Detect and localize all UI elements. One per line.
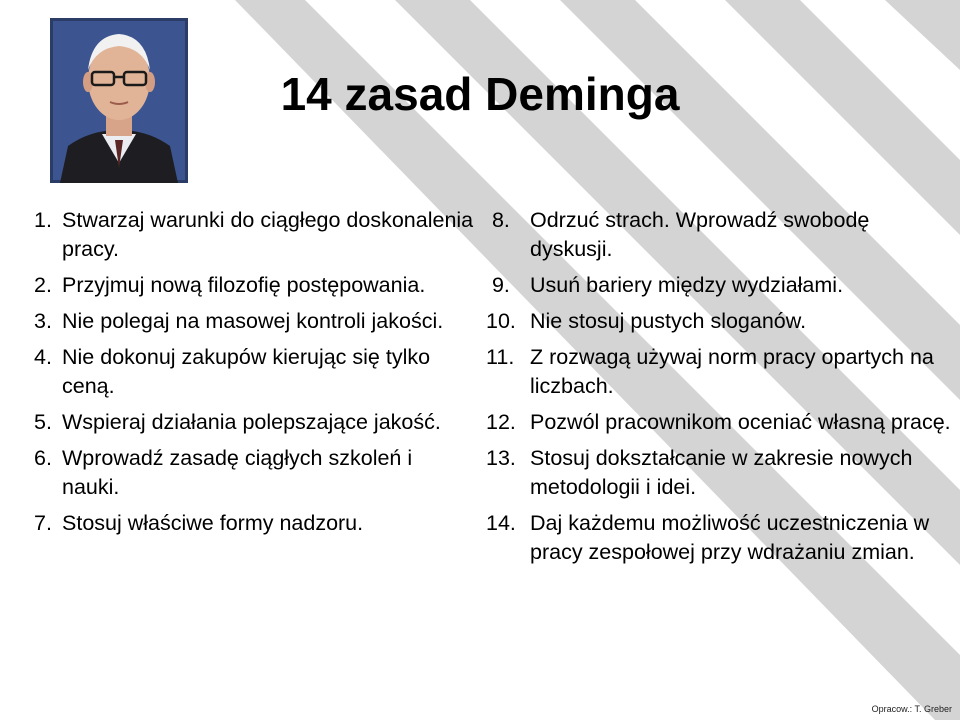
item-text: Wspieraj działania polepszające jakość.: [62, 410, 441, 434]
item-text: Daj każdemu możliwość uczestniczenia w pracy zespołowej przy wdrażaniu zmian.: [530, 511, 930, 564]
item-number: 11.: [486, 345, 515, 369]
item-text: Usuń bariery między wydziałami.: [530, 273, 844, 297]
principles-list-right: [486, 206, 956, 574]
list-item: [34, 206, 474, 264]
slide-title: 14 zasad Deminga: [280, 68, 680, 120]
item-number: 2.: [34, 273, 52, 297]
list-item: [486, 408, 956, 437]
item-text: Z rozwagą używaj norm pracy opartych na liczbach.: [530, 345, 934, 398]
list-item: [486, 206, 956, 264]
item-text: Nie dokonuj zakupów kierując się tylko ceną.: [62, 345, 431, 398]
item-number: 9.: [486, 273, 510, 297]
item-number: 14.: [486, 511, 516, 535]
list-item: [34, 509, 474, 538]
list-item: [486, 307, 956, 336]
item-text: Nie polegaj na masowej kontroli jakości.: [62, 309, 444, 333]
list-item: [34, 307, 474, 336]
list-item: [34, 408, 474, 437]
item-number: 8.: [486, 208, 510, 232]
list-item: [34, 444, 474, 502]
item-text: Pozwól pracownikom oceniać własną pracę.: [530, 410, 951, 434]
item-number: 7.: [34, 511, 52, 535]
item-text: Wprowadź zasadę ciągłych szkoleń i nauki.: [62, 446, 413, 499]
item-text: Przyjmuj nową filozofię postępowania.: [62, 273, 426, 297]
item-number: 12.: [486, 410, 516, 434]
item-text: Stosuj właściwe formy nadzoru.: [62, 511, 364, 535]
list-item: [486, 271, 956, 300]
list-item: [486, 444, 956, 502]
item-number: 10.: [486, 309, 516, 333]
principles-list-left: [34, 206, 474, 545]
item-text: Stosuj dokształcanie w zakresie nowych metodologii i idei.: [530, 446, 913, 499]
item-number: 1.: [34, 208, 52, 232]
item-text: Nie stosuj pustych sloganów.: [530, 309, 807, 333]
list-item: [486, 343, 956, 401]
author-credit: Opracow.: T. Greber: [871, 704, 952, 714]
item-number: 4.: [34, 345, 52, 369]
list-item: [486, 509, 956, 567]
item-number: 3.: [34, 309, 52, 333]
item-number: 13.: [486, 446, 516, 470]
list-item: [34, 271, 474, 300]
item-number: 5.: [34, 410, 52, 434]
item-text: Stwarzaj warunki do ciągłego doskonalenia pracy.: [62, 208, 474, 261]
item-number: 6.: [34, 446, 52, 470]
list-item: [34, 343, 474, 401]
item-text: Odrzuć strach. Wprowadź swobodę dyskusji.: [530, 208, 870, 261]
